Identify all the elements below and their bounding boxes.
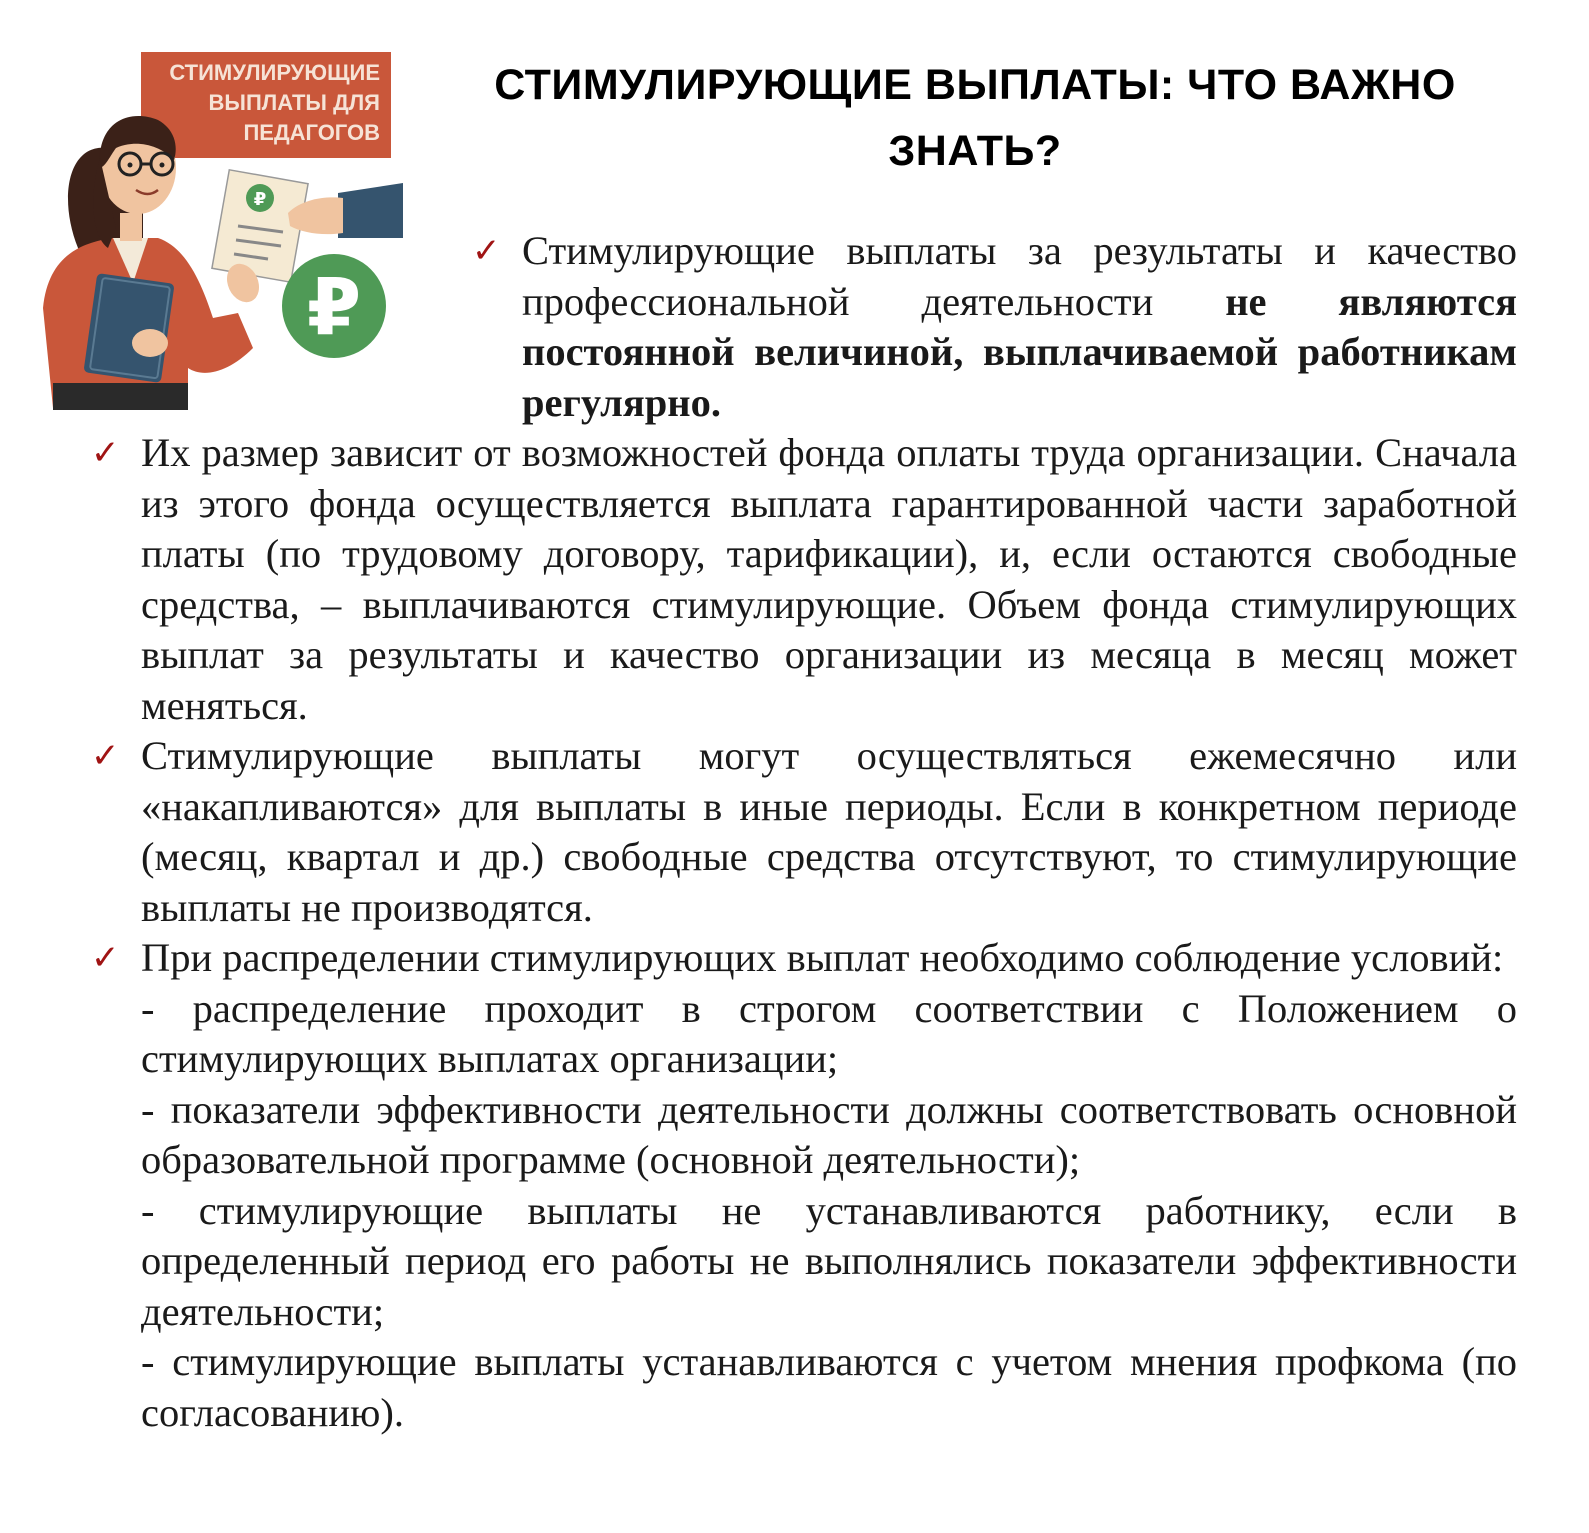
check-icon: ✓ (91, 433, 120, 473)
list-item-text: Стимулирующие выплаты за результаты и качество профессиональной деятельности (522, 228, 1517, 324)
list-item (91, 731, 1517, 933)
list-item-bold-text: не являются постоянной величиной, выплачиваемой работникам регулярно. (522, 278, 1518, 425)
check-icon: ✓ (91, 736, 120, 776)
condition-item: - стимулирующие выплаты не устанавливаются работнику, если в определенный период его работы не выполнялись показатели эффективности деятельности; (141, 1187, 1517, 1334)
banner-line-1: СТИМУЛИРУЮЩИЕ (169, 60, 380, 85)
condition-item: - показатели эффективности деятельности должны соответствовать основной образовательной программе (основной деятельности); (141, 1086, 1517, 1182)
ruble-coin-icon (282, 254, 386, 358)
list-item (472, 226, 1518, 428)
coin-ruble-symbol: ₽ (306, 263, 362, 353)
list-item (91, 933, 1517, 1438)
condition-item: - распределение проходит в строгом соответствии с Положением о стимулирующих выплатах организации; (141, 985, 1517, 1081)
banner-line-3: ПЕДАГОГОВ (243, 120, 380, 145)
page-title: СТИМУЛИРУЮЩИЕ ВЫПЛАТЫ: ЧТО ВАЖНО ЗНАТЬ? (494, 61, 1456, 175)
book-icon (83, 273, 174, 383)
list-item (91, 428, 1517, 731)
check-icon: ✓ (91, 938, 120, 978)
list-item-text: Стимулирующие выплаты могут осуществляться ежемесячно или «накапливаются» для выплаты в иные периоды. Если в конкретном периоде (месяц, квартал и др.) свободные средства отсутствуют, то стимулирующие выплаты не производятся. (141, 733, 1517, 930)
list-item-text: При распределении стимулирующих выплат необходимо соблюдение условий: (141, 935, 1504, 980)
check-icon: ✓ (472, 231, 501, 271)
teacher-illustration (38, 48, 418, 418)
list-item-text: Их размер зависит от возможностей фонда оплаты труда организации. Сначала из этого фонда осуществляется выплата гарантированной части заработной платы (по трудовому договору, тарификации), и, если остаются свободные средства, – выплачиваются стимулирующие. Объем фонда стимулирующих выплат за результаты и качество организации из месяца в месяц может меняться. (141, 430, 1517, 728)
banner-line-2: ВЫПЛАТЫ ДЛЯ (208, 90, 380, 115)
condition-item: - стимулирующие выплаты устанавливаются с учетом мнения профкома (по согласованию). (141, 1339, 1517, 1435)
document-ruble-symbol: ₽ (253, 189, 267, 210)
